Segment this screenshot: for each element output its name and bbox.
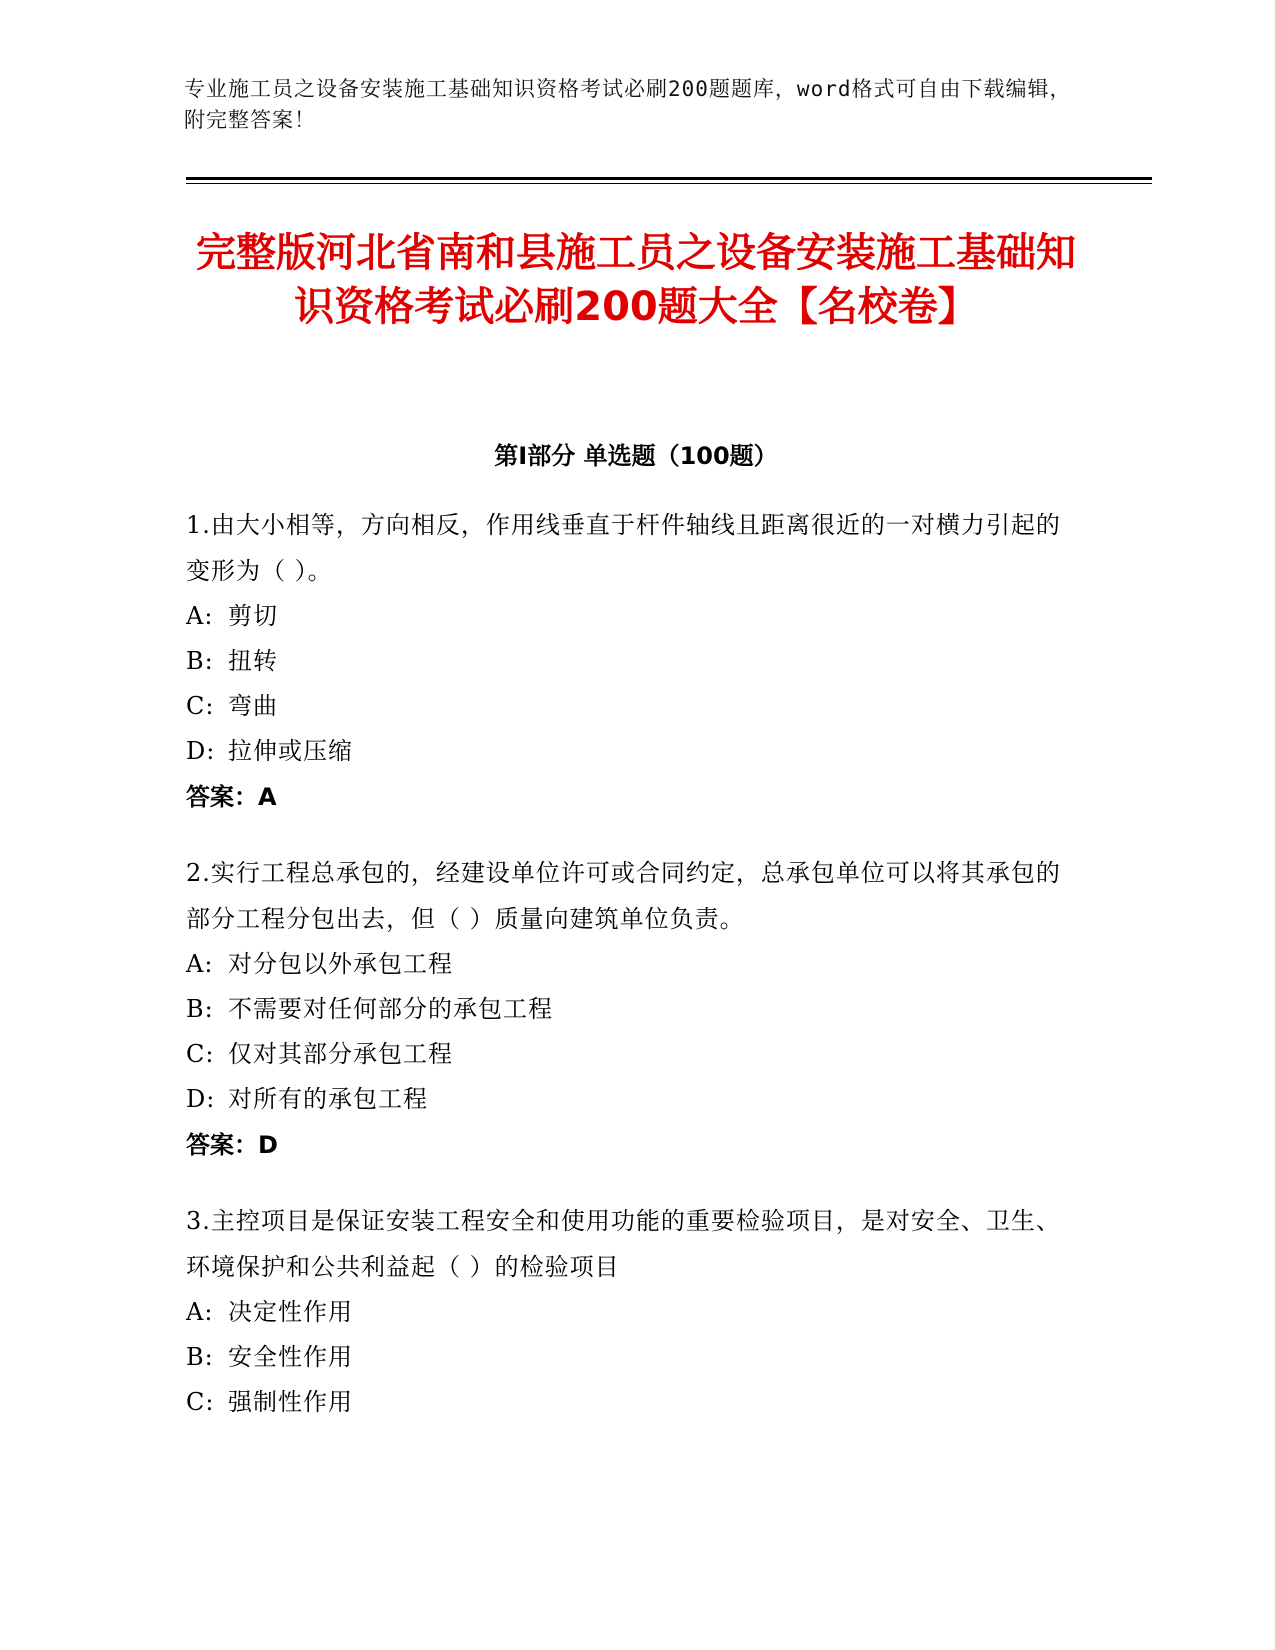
option-a — [186, 1290, 1066, 1335]
option-a — [186, 594, 1066, 639]
answer-label: 答案： — [186, 1131, 258, 1159]
question-2 — [186, 850, 1066, 1168]
header-rule — [186, 177, 1152, 180]
option-text: 决定性作用 — [228, 1298, 353, 1326]
question-1 — [186, 502, 1066, 820]
option-c — [186, 684, 1066, 729]
option-letter: A: — [186, 1298, 214, 1326]
option-text: 剪切 — [228, 602, 278, 630]
option-text: 安全性作用 — [228, 1343, 353, 1371]
option-letter: C: — [186, 1388, 215, 1416]
option-letter: C: — [186, 1040, 215, 1068]
option-d — [186, 1077, 1066, 1122]
option-c — [186, 1380, 1066, 1425]
option-letter: A: — [186, 950, 214, 978]
option-text: 对所有的承包工程 — [228, 1085, 428, 1113]
question-stem: 2.实行工程总承包的，经建设单位许可或合同约定，总承包单位可以将其承包的部分工程分包出去，但（ ）质量向建筑单位负责。 — [186, 859, 1061, 933]
option-c — [186, 1032, 1066, 1077]
header-text: 专业施工员之设备安装施工基础知识资格考试必刷200题题库，word格式可自由下载编辑，附完整答案！ — [184, 77, 1072, 132]
option-b — [186, 1335, 1066, 1380]
header-rule-thin — [186, 183, 1152, 184]
option-letter: B: — [186, 1343, 214, 1371]
option-b — [186, 987, 1066, 1032]
answer-label: 答案： — [186, 783, 258, 811]
section-heading: 第Ⅰ部分 单选题（100题） — [494, 442, 778, 470]
answer — [186, 774, 1066, 820]
answer — [186, 1122, 1066, 1168]
option-text: 拉伸或压缩 — [228, 737, 353, 765]
answer-value: A — [258, 783, 277, 811]
option-letter: D: — [186, 737, 216, 765]
option-letter: C: — [186, 692, 215, 720]
option-text: 弯曲 — [228, 692, 278, 720]
question-3 — [186, 1198, 1066, 1425]
question-stem: 3.主控项目是保证安装工程安全和使用功能的重要检验项目，是对安全、卫生、环境保护和公共利益起（ ）的检验项目 — [186, 1207, 1061, 1281]
option-text: 不需要对任何部分的承包工程 — [228, 995, 553, 1023]
option-letter: A: — [186, 602, 214, 630]
answer-value: D — [258, 1131, 278, 1159]
option-text: 仅对其部分承包工程 — [228, 1040, 453, 1068]
option-letter: B: — [186, 995, 214, 1023]
option-b — [186, 639, 1066, 684]
option-text: 扭转 — [228, 647, 278, 675]
option-letter: D: — [186, 1085, 216, 1113]
option-d — [186, 729, 1066, 774]
option-text: 强制性作用 — [228, 1388, 353, 1416]
question-stem: 1.由大小相等，方向相反，作用线垂直于杆件轴线且距离很近的一对横力引起的变形为（ ）。 — [186, 511, 1061, 585]
option-text: 对分包以外承包工程 — [228, 950, 453, 978]
document-title: 完整版河北省南和县施工员之设备安装施工基础知识资格考试必刷200题大全【名校卷】 — [196, 230, 1076, 330]
option-a — [186, 942, 1066, 987]
option-letter: B: — [186, 647, 214, 675]
